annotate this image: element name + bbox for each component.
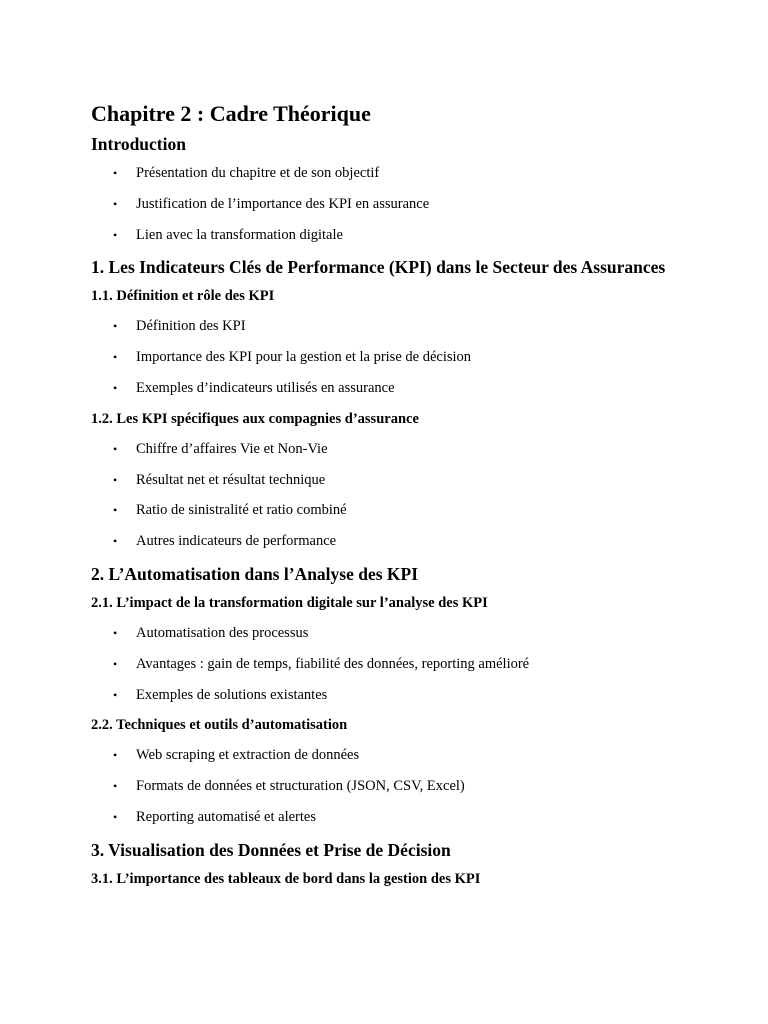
bullet-icon: • xyxy=(113,166,118,180)
bullet-icon: • xyxy=(113,196,118,211)
subsection-3-1-heading: 3.1. L’importance des tableaux de bord dans la gestion des KPI xyxy=(91,870,481,887)
list-item: • Exemples d’indicateurs utilisés en assurance xyxy=(113,379,395,396)
list-item: • Web scraping et extraction de données xyxy=(113,747,360,764)
subsection-2-1-list xyxy=(91,623,691,715)
list-item: • Automatisation des processus xyxy=(113,624,309,641)
list-item: • Ratio de sinistralité et ratio combiné xyxy=(113,502,347,519)
subsection-1-2-heading: 1.2. Les KPI spécifiques aux compagnies d’assurance xyxy=(91,410,419,427)
list-item: • Autres indicateurs de performance xyxy=(113,533,337,550)
bullet-icon: • xyxy=(113,380,118,395)
bullet-icon: • xyxy=(113,472,118,487)
list-item: • Lien avec la transformation digitale xyxy=(113,226,343,243)
list-item: • Avantages : gain de temps, fiabilité des données, reporting amélioré xyxy=(113,655,530,672)
subsection-1-2-list xyxy=(91,439,691,562)
section-2-heading: 2. L’Automatisation dans l’Analyse des KPI xyxy=(91,563,419,584)
list-item: • Présentation du chapitre et de son objectif xyxy=(113,165,380,181)
bullet-icon: • xyxy=(113,656,118,671)
subsection-2-1-heading: 2.1. L’impact de la transformation digitale sur l’analyse des KPI xyxy=(91,594,488,611)
list-item: • Exemples de solutions existantes xyxy=(113,686,328,703)
document-page xyxy=(91,96,691,899)
list-item: • Chiffre d’affaires Vie et Non-Vie xyxy=(113,440,328,457)
bullet-icon: • xyxy=(113,748,118,763)
list-item: • Justification de l’importance des KPI en assurance xyxy=(113,195,430,212)
chapter-title: Chapitre 2 : Cadre Théorique xyxy=(91,101,371,126)
bullet-icon: • xyxy=(113,534,118,549)
list-item: • Résultat net et résultat technique xyxy=(113,471,326,488)
subsection-1-1-heading: 1.1. Définition et rôle des KPI xyxy=(91,288,275,305)
section-1-heading: 1. Les Indicateurs Clés de Performance (KPI) dans le Secteur des Assurances xyxy=(91,257,666,278)
list-item: • Formats de données et structuration (JSON, CSV, Excel) xyxy=(113,778,465,795)
list-item: • Définition des KPI xyxy=(113,318,246,335)
bullet-icon: • xyxy=(113,687,118,702)
bullet-icon: • xyxy=(113,779,118,794)
subsection-2-2-list xyxy=(91,745,691,837)
bullet-icon: • xyxy=(113,503,118,518)
bullet-icon: • xyxy=(113,227,118,242)
section-3-heading: 3. Visualisation des Données et Prise de Décision xyxy=(91,839,451,860)
introduction-heading: Introduction xyxy=(91,134,186,154)
bullet-icon: • xyxy=(113,441,118,456)
introduction-list xyxy=(91,163,691,255)
list-item: • Importance des KPI pour la gestion et la prise de décision xyxy=(113,349,472,366)
subsection-1-1-list xyxy=(91,316,691,408)
list-item: • Reporting automatisé et alertes xyxy=(113,808,316,825)
bullet-icon: • xyxy=(113,625,118,640)
bullet-icon: • xyxy=(113,350,118,365)
bullet-icon: • xyxy=(113,809,118,824)
subsection-2-2-heading: 2.2. Techniques et outils d’automatisation xyxy=(91,717,348,734)
bullet-icon: • xyxy=(113,319,118,334)
